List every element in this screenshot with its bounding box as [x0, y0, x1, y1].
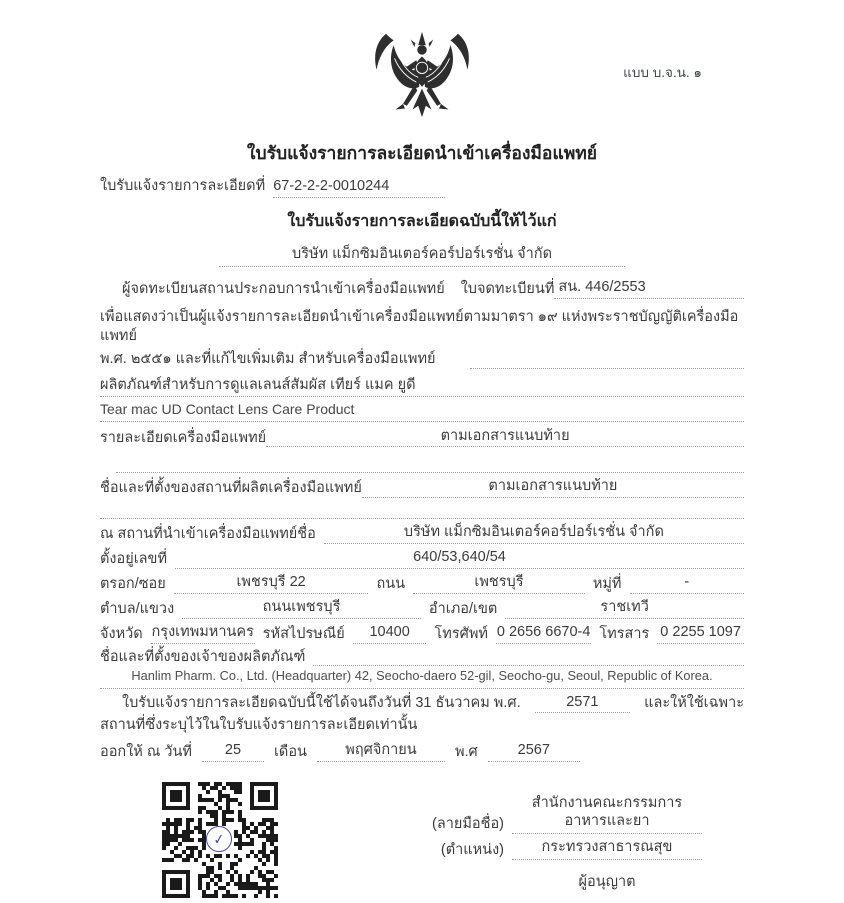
soi-value: เพชรบุรี 22 [174, 573, 369, 594]
soi-road-moo-row [100, 573, 744, 594]
legal-text-line2: พ.ศ. ๒๕๕๑ และที่แก้ไขเพิ่มเติม สำหรับเครื่องมือแพทย์ [100, 350, 436, 367]
road-value: เพชรบุรี [413, 573, 585, 594]
document-page [0, 30, 844, 891]
authorizer-label: ผู้อนุญาต [578, 874, 636, 891]
receipt-number-row [100, 177, 744, 198]
signature-label: (ลายมือชื่อ) [432, 816, 504, 833]
manufacturer-label: ชื่อและที่ตั้งของสถานที่ผลิตเครื่องมือแพทย์ [100, 480, 362, 497]
form-code-label: แบบ บ.จ.น. ๑ [623, 65, 702, 80]
fax-value: 0 2255 1097 [657, 623, 744, 644]
receipt-number-label: ใบรับแจ้งรายการละเอียดที่ [100, 177, 266, 194]
position-value: กระทรวงสาธารณสุข [512, 838, 702, 860]
issue-year: 2567 [488, 741, 580, 762]
phone-value: 0 2656 6670-4 [496, 623, 591, 644]
postcode-label: รหัสไปรษณีย์ [262, 625, 345, 642]
blank-dotted-line [116, 447, 744, 473]
position-label: (ตำแหน่ง) [440, 842, 504, 859]
address-no-value: 640/53,640/54 [175, 548, 744, 569]
footer-section [100, 782, 744, 898]
phone-label: โทรศัพท์ [434, 625, 488, 642]
blank-dotted-line [470, 368, 744, 369]
issued-to-heading: ใบรับแจ้งรายการละเอียดฉบับนี้ให้ไว้แก่ [287, 212, 557, 230]
manufacturer-value: ตามเอกสารแนบท้าย [362, 477, 744, 498]
district-label: อำเภอ/เขต [428, 600, 498, 617]
device-details-value: ตามเอกสารแนบท้าย [266, 427, 744, 448]
check-circle-icon: ✓ [204, 824, 233, 853]
blank-dotted-line [100, 498, 744, 519]
address-no-row [100, 548, 744, 569]
owner-value: Hanlim Pharm. Co., Ltd. (Headquarter) 42, Seocho-daero 52-gil, Seocho-gu, Seoul, Republic of Korea. [100, 668, 744, 689]
moo-label: หมู่ที่ [592, 576, 622, 593]
register-no-value: สน. 446/2553 [554, 278, 744, 299]
subdistrict-value: ถนนเพชรบุรี [182, 598, 421, 619]
manufacturer-row [100, 477, 744, 498]
moo-value: - [630, 573, 745, 594]
province-value: กรุงเทพมหานคร [151, 623, 255, 644]
validity-continuation: สถานที่ซึ่งระบุไว้ในใบรับแจ้งรายการละเอียดเท่านั้น [100, 716, 418, 733]
issue-month-label: เดือน [273, 743, 307, 760]
device-details-row [100, 427, 744, 448]
registrant-label: ผู้จดทะเบียนสถานประกอบการนำเข้าเครื่องมือแพทย์ [122, 281, 445, 298]
owner-label-row [100, 648, 744, 667]
soi-label: ตรอก/ซอย [100, 576, 166, 593]
road-label: ถนน [376, 576, 406, 593]
signature-value: สำนักงานคณะกรรมการอาหารและยา [512, 794, 702, 835]
issue-date-row [100, 741, 744, 762]
issue-month: พฤศจิกายน [317, 741, 445, 762]
import-place-company: บริษัท แม็กซิมอินเตอร์คอร์ปอร์เรชั่น จำกัด [324, 523, 744, 544]
legal-text-line2-row [100, 350, 744, 369]
position-row [426, 838, 702, 860]
province-label: จังหวัด [100, 625, 143, 642]
signature-block [426, 782, 702, 892]
page-title: ใบรับแจ้งรายการละเอียดนำเข้าเครื่องมือแพทย์ [246, 143, 598, 163]
issue-day: 25 [202, 741, 264, 762]
product-name-th: ผลิตภัณฑ์สำหรับการดูแลเลนส์สัมผัส เทียร์ แมค ยูดี [100, 376, 744, 398]
province-contact-row [100, 623, 744, 644]
subdistrict-district-row [100, 598, 744, 619]
validity-year: 2571 [535, 693, 630, 713]
postcode-value: 10400 [353, 623, 427, 644]
garuda-emblem-icon [364, 30, 480, 136]
subdistrict-label: ตำบล/แขวง [100, 600, 175, 617]
address-no-label: ตั้งอยู่เลขที่ [100, 551, 168, 568]
fax-label: โทรสาร [599, 625, 650, 642]
district-value: ราชเทวี [505, 598, 744, 619]
import-place-row [100, 523, 744, 544]
owner-label: ชื่อและที่ตั้งของเจ้าของผลิตภัณฑ์ [100, 648, 306, 665]
product-name-en: Tear mac UD Contact Lens Care Product [100, 400, 744, 421]
validity-suffix: และให้ใช้เฉพาะ [644, 695, 744, 712]
blank-dotted-line [313, 665, 744, 666]
validity-row [100, 693, 744, 713]
import-place-label: ณ สถานที่นำเข้าเครื่องมือแพทย์ชื่อ [100, 526, 316, 543]
register-no-label: ใบจดทะเบียนที่ [460, 281, 555, 298]
issued-to-company-row [100, 245, 744, 267]
legal-text-line1: เพื่อแสดงว่าเป็นผู้แจ้งรายการละเอียดนำเข้าเครื่องมือแพทย์ตามมาตรา ๑๙ แห่งพระราชบัญญัติเครื่องมือแพทย์ [100, 309, 739, 344]
issued-to-company: บริษัท แม็กซิมอินเตอร์คอร์ปอร์เรชั่น จำกัด [219, 245, 625, 267]
qr-code [162, 782, 278, 898]
issue-era-label: พ.ศ [454, 743, 478, 760]
validity-prefix: ใบรับแจ้งรายการละเอียดฉบับนี้ใช้ได้จนถึงวันที่ 31 ธันวาคม พ.ศ. [122, 695, 521, 712]
signature-row [426, 794, 702, 835]
issue-date-prefix: ออกให้ ณ วันที่ [100, 743, 192, 760]
device-details-label: รายละเอียดเครื่องมือแพทย์ [100, 429, 267, 446]
receipt-number-value: 67-2-2-2-0010244 [273, 177, 445, 198]
registrant-row [100, 278, 744, 299]
